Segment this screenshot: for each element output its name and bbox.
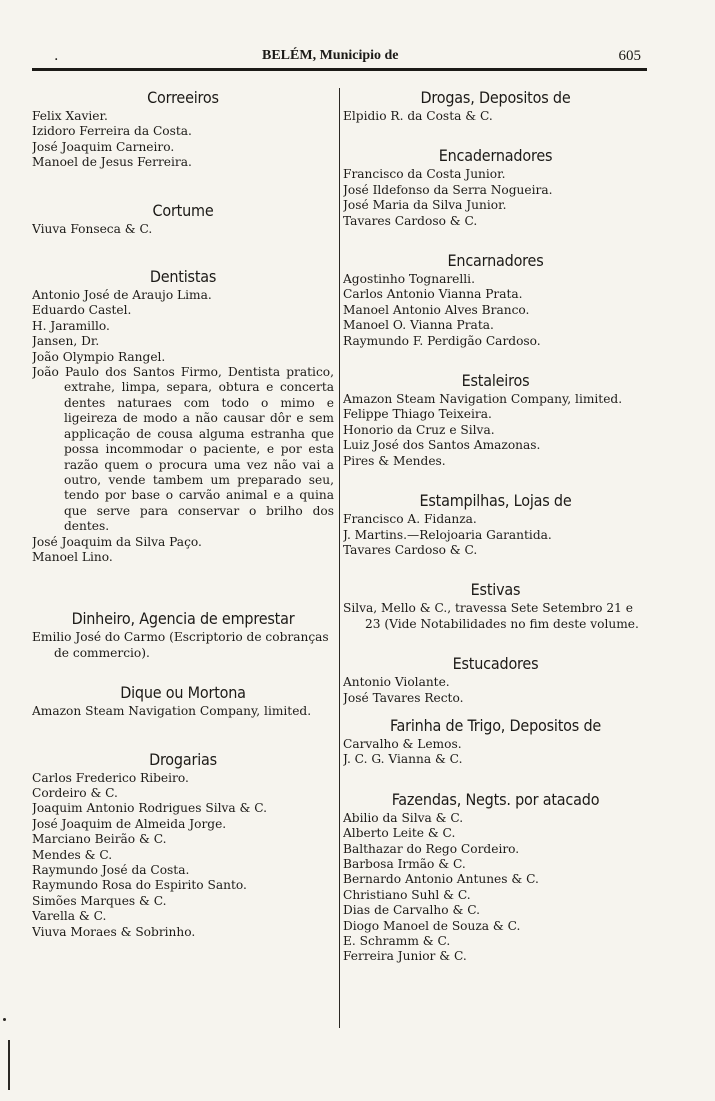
section-heading: Farinha de Trigo, Depositos de (389, 715, 602, 735)
left-column (32, 88, 334, 940)
column-divider (339, 88, 340, 1028)
list-item: Alberto Leite & C. (343, 826, 456, 841)
section-heading: Estucadores (452, 654, 539, 674)
list-item: Agostinho Tognarelli. (343, 272, 475, 287)
section-heading: Dentistas (149, 267, 217, 287)
section-heading: Cortume (152, 200, 214, 220)
list-item: Luiz José dos Santos Amazonas. (343, 438, 541, 453)
list-item: Honorio da Cruz e Silva. (343, 422, 495, 437)
running-title: BELÉM, Municipio de (262, 48, 399, 63)
section-estucadores (343, 654, 648, 706)
section-gap (32, 661, 334, 683)
header-dot: . (54, 48, 59, 64)
list-item: Dias de Carvalho & C. (343, 903, 480, 918)
list-item: José Tavares Recto. (343, 690, 464, 705)
list-item: Carlos Frederico Ribeiro. (32, 770, 189, 785)
section-gap (343, 229, 648, 251)
section-gap (32, 237, 334, 267)
section-farinha (343, 716, 648, 768)
list-item: Balthazar do Rego Cordeiro. (343, 841, 520, 856)
list-item: Simões Marques & C. (32, 893, 167, 908)
section-encadernadores (343, 146, 648, 229)
section-heading: Drogas, Depositos de (420, 88, 571, 107)
list-item-long: Amazon Steam Navigation Company, limited. (343, 392, 623, 407)
list-item: José Joaquim de Almeida Jorge. (32, 816, 227, 831)
list-item: J. C. G. Vianna & C. (343, 752, 463, 767)
list-item: Manoel Antonio Alves Branco. (343, 302, 530, 317)
section-heading: Correeiros (147, 88, 219, 107)
section-gap (32, 565, 334, 609)
list-item: Joaquim Antonio Rodrigues Silva & C. (32, 801, 268, 816)
list-item: Marciano Beirão & C. (32, 832, 167, 847)
list-item: Barbosa Irmão & C. (343, 856, 466, 871)
page-number: 605 (618, 48, 641, 64)
section-heading: Estaleiros (461, 371, 530, 391)
section-gap (343, 349, 648, 371)
section-heading: Encarnadores (447, 251, 544, 271)
list-item: João Olympio Rangel. (32, 349, 166, 364)
section-drogas (343, 88, 648, 124)
list-item: Elpidio R. da Costa & C. (343, 109, 493, 123)
list-item: Raymundo Rosa do Espirito Santo. (32, 878, 247, 893)
list-item: Pires & Mendes. (343, 453, 446, 468)
section-heading: Estampilhas, Lojas de (419, 491, 572, 511)
section-gap (32, 171, 334, 201)
section-gap (343, 558, 648, 580)
section-gap (343, 124, 648, 146)
section-gap (343, 768, 648, 790)
list-item: Felippe Thiago Teixeira. (343, 407, 492, 422)
section-estaleiros (343, 371, 648, 469)
section-fazendas (343, 790, 648, 965)
section-gap (32, 720, 334, 750)
header-rule (32, 68, 647, 71)
section-heading: Dinheiro, Agencia de emprestar (71, 609, 295, 629)
list-item: Francisco A. Fidanza. (343, 512, 477, 527)
list-item: Felix Xavier. (32, 109, 108, 123)
list-item: Viuva Fonseca & C. (32, 221, 153, 236)
section-estampilhas (343, 491, 648, 558)
list-item: Francisco da Costa Junior. (343, 167, 506, 182)
list-item: Izidoro Ferreira da Costa. (32, 124, 192, 139)
list-item: Christiano Suhl & C. (343, 887, 471, 902)
list-item: E. Schramm & C. (343, 934, 451, 948)
list-item: Tavares Cardoso & C. (343, 542, 478, 557)
section-gap (343, 706, 648, 716)
page-mark (3, 1018, 6, 1021)
section-heading: Encadernadores (438, 146, 553, 166)
list-item: Antonio Violante. (343, 675, 450, 690)
section-cortume (32, 201, 334, 237)
list-item: José Joaquim da Silva Paço. (32, 534, 202, 549)
list-item: Abilio da Silva & C. (343, 810, 464, 825)
section-heading: Estivas (470, 580, 521, 600)
list-item: Antonio José de Araujo Lima. (32, 288, 212, 303)
list-item: Mendes & C. (32, 847, 113, 862)
section-encarnadores (343, 251, 648, 349)
list-item: Diogo Manoel de Souza & C. (343, 918, 521, 933)
section-dentistas (32, 267, 334, 565)
list-item-long: João Paulo dos Santos Firmo, Dentista pratico, extrahe, limpa, separa, obtura e concerta dentes naturaes com todo o mimo e ligeireza de modo a não causar dôr e sem applicação de cousa alguma estranha que possa incommodar o paciente, e por esta razão quem o procura uma vez não vai a outro, vende tambem um preparado seu, tendo por base o carvão animal e a quina que serve para conservar o brilho dos dentes. (32, 365, 334, 534)
list-item: Manoel de Jesus Ferreira. (32, 155, 192, 170)
list-item: Raymundo José da Costa. (32, 863, 190, 877)
list-item: Carvalho & Lemos. (343, 736, 462, 751)
section-estivas (343, 580, 648, 632)
section-dique (32, 683, 334, 719)
right-column (343, 88, 648, 965)
list-item: Jansen, Dr. (32, 334, 100, 349)
list-item: Eduardo Castel. (32, 303, 132, 318)
list-item: Cordeiro & C. (32, 785, 118, 800)
list-item: José Joaquim Carneiro. (32, 139, 175, 154)
list-item: H. Jaramillo. (32, 318, 110, 333)
list-item: Viuva Moraes & Sobrinho. (32, 924, 196, 939)
list-item: José Maria da Silva Junior. (343, 198, 507, 213)
list-item: Manoel O. Vianna Prata. (343, 318, 494, 333)
page-header (32, 48, 647, 68)
list-item: Manoel Lino. (32, 549, 113, 564)
list-item-long: Amazon Steam Navigation Company, limited. (32, 704, 312, 719)
section-gap (343, 469, 648, 491)
section-gap (343, 632, 648, 654)
page-edge-mark (8, 1040, 10, 1090)
section-heading: Fazendas, Negts. por atacado (391, 789, 600, 809)
section-dinheiro (32, 609, 334, 661)
section-correeiros (32, 88, 334, 171)
section-heading: Drogarias (149, 749, 217, 769)
section-heading: Dique ou Mortona (120, 683, 246, 703)
list-item: Tavares Cardoso & C. (343, 213, 478, 228)
list-item: Varella & C. (32, 909, 107, 924)
list-item: Carlos Antonio Vianna Prata. (343, 287, 523, 302)
list-item: J. Martins.—Relojoaria Garantida. (343, 527, 552, 542)
list-item: José Ildefonso da Serra Nogueira. (343, 182, 553, 197)
list-item: Ferreira Junior & C. (343, 949, 467, 964)
list-item: Bernardo Antonio Antunes & C. (343, 872, 539, 887)
section-drogarias (32, 750, 334, 940)
list-item-long: Emilio José do Carmo (Escriptorio de cobranças de commercio). (32, 630, 329, 660)
list-item-long: Silva, Mello & C., travessa Sete Setembro 21 e 23 (Vide Notabilidades no fim deste volume. (343, 601, 639, 631)
list-item: Raymundo F. Perdigão Cardoso. (343, 333, 541, 348)
